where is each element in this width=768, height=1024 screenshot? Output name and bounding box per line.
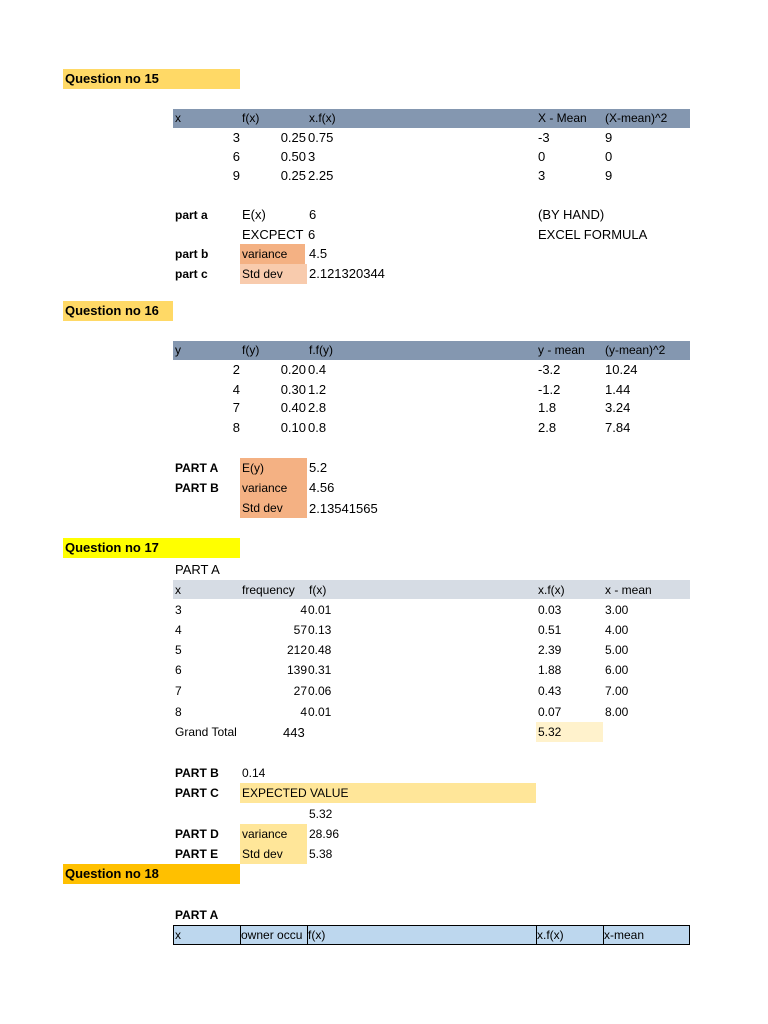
q17-row6-x: 8 (175, 705, 182, 719)
q17-row4-xfx: 1.88 (538, 663, 562, 677)
q15-variance-value: 4.5 (309, 246, 328, 261)
q15-header-dev: X - Mean (538, 111, 587, 125)
q16-row2-y: 4 (232, 382, 240, 397)
q16-variance-value: 4.56 (309, 480, 335, 495)
q17-row2-xfx: 0.51 (538, 623, 562, 637)
q15-row1-xfx: 0.75 (308, 130, 334, 145)
q15-by-hand: (BY HAND) (538, 207, 605, 222)
q17-row3-xfx: 2.39 (538, 643, 562, 657)
q16-header-ffy: f.f(y) (309, 343, 333, 357)
q18-header-x: x (175, 928, 181, 942)
q16-row4-y: 8 (232, 420, 240, 435)
q17-variance-value: 28.96 (309, 827, 340, 841)
q16-row3-fy: 0.40 (280, 400, 306, 415)
q17-part-a-heading: PART A (175, 562, 220, 577)
q15-header-xfx: x.f(x) (309, 111, 336, 125)
q15-std-value: 2.121320344 (309, 266, 385, 281)
q15-expect-value: 6 (308, 227, 316, 242)
q15-ex-label: E(x) (242, 207, 266, 222)
q16-variance-label: variance (240, 478, 307, 498)
q17-header-dev: x - mean (605, 583, 652, 597)
q16-header-fy: f(y) (242, 343, 260, 357)
q18-part-a-label: PART A (175, 908, 219, 922)
q16-row3-sq: 3.24 (605, 400, 631, 415)
q17-row5-x: 7 (175, 684, 182, 698)
q17-header-fx: f(x) (309, 583, 327, 597)
q18-header-xfx: x.f(x) (537, 928, 564, 942)
q16-part-b-label: PART B (175, 481, 219, 495)
q15-row1-x: 3 (232, 130, 240, 145)
q18-title: Question no 18 (63, 864, 240, 884)
q17-row4-dev: 6.00 (605, 663, 629, 677)
q16-row4-sq: 7.84 (605, 420, 631, 435)
q17-row5-xfx: 0.43 (538, 684, 562, 698)
q17-header-xfx: x.f(x) (538, 583, 565, 597)
q17-header-freq: frequency (242, 583, 295, 597)
q15-row2-xfx: 3 (308, 149, 316, 164)
q17-row4-fx: 0.31 (308, 663, 332, 677)
q16-row1-y: 2 (232, 362, 240, 377)
q17-row6-freq: 4 (300, 705, 307, 719)
q17-row4-x: 6 (175, 663, 182, 677)
q15-header-sq: (X-mean)^2 (605, 111, 668, 125)
q15-row1-dev: -3 (538, 130, 550, 145)
q18-header-fx: f(x) (308, 928, 326, 942)
q16-row3-y: 7 (232, 400, 240, 415)
q16-row3-ffy: 2.8 (308, 400, 327, 415)
q15-row1-sq: 9 (605, 130, 613, 145)
q16-std-label: Std dev (240, 498, 307, 518)
q17-variance-label: variance (240, 824, 307, 844)
q15-row2-fx: 0.50 (280, 149, 306, 164)
q17-std-label: Std dev (240, 844, 307, 864)
q15-variance-label: variance (240, 244, 305, 264)
q17-row6-xfx: 0.07 (538, 705, 562, 719)
q16-header-y: y (175, 343, 181, 357)
q16-part-a-label: PART A (175, 461, 219, 475)
q17-row3-x: 5 (175, 643, 182, 657)
q17-row3-fx: 0.48 (308, 643, 332, 657)
q15-row2-sq: 0 (605, 149, 613, 164)
q16-row2-ffy: 1.2 (308, 382, 327, 397)
q15-row3-x: 9 (232, 168, 240, 183)
q15-row3-sq: 9 (605, 168, 613, 183)
q15-row2-x: 6 (232, 149, 240, 164)
q16-ey-value: 5.2 (309, 460, 328, 475)
q17-row5-freq: 27 (293, 684, 307, 698)
q16-row1-dev: -3.2 (538, 362, 561, 377)
q16-row1-fy: 0.20 (280, 362, 306, 377)
q15-header-fx: f(x) (242, 111, 260, 125)
q16-header-dev: y - mean (538, 343, 585, 357)
q17-part-b-label: PART B (175, 766, 219, 780)
q17-part-c-label: PART C (175, 786, 219, 800)
q17-row6-fx: 0.01 (308, 705, 332, 719)
q16-std-value: 2.13541565 (309, 501, 378, 516)
q16-row2-fy: 0.30 (280, 382, 306, 397)
q17-expected-value: 5.32 (309, 807, 333, 821)
q17-grand-total-label: Grand Total (175, 725, 237, 739)
q17-row1-x: 3 (175, 603, 182, 617)
q16-row4-ffy: 0.8 (308, 420, 327, 435)
q17-grand-total-value: 443 (283, 725, 305, 740)
q17-row5-dev: 7.00 (605, 684, 629, 698)
q15-row3-dev: 3 (538, 168, 546, 183)
q17-row4-freq: 139 (286, 663, 307, 677)
q15-excel-formula: EXCEL FORMULA (538, 227, 648, 242)
q16-ey-label: E(y) (240, 458, 307, 478)
q16-row1-ffy: 0.4 (308, 362, 327, 377)
q17-row1-dev: 3.00 (605, 603, 629, 617)
q15-ex-value: 6 (309, 207, 317, 222)
q16-row1-sq: 10.24 (605, 362, 638, 377)
q15-part-b-label: part b (175, 247, 209, 261)
q15-row3-fx: 0.25 (280, 168, 306, 183)
q15-std-label: Std dev (240, 264, 307, 284)
q16-row4-fy: 0.10 (280, 420, 306, 435)
q17-row1-fx: 0.01 (308, 603, 332, 617)
q16-header-sq: (y-mean)^2 (605, 343, 666, 357)
q17-part-b-value: 0.14 (242, 766, 266, 780)
q17-header-x: x (175, 583, 181, 597)
q18-header-dev: x-mean (604, 928, 645, 942)
q17-row2-dev: 4.00 (605, 623, 629, 637)
q17-row1-xfx: 0.03 (538, 603, 562, 617)
q15-header-x: x (175, 111, 181, 125)
q15-part-a-label: part a (175, 208, 208, 222)
q17-part-e-label: PART E (175, 847, 219, 861)
q17-row2-x: 4 (175, 623, 182, 637)
q16-title: Question no 16 (63, 301, 173, 321)
q16-row4-dev: 2.8 (538, 420, 557, 435)
q18-header-owner: owner occu (241, 928, 303, 942)
q16-row3-dev: 1.8 (538, 400, 557, 415)
q17-row1-freq: 4 (300, 603, 307, 617)
q15-title: Question no 15 (63, 69, 240, 89)
q16-row2-dev: -1.2 (538, 382, 561, 397)
q15-row1-fx: 0.25 (280, 130, 306, 145)
q15-part-c-label: part c (175, 267, 208, 281)
q17-std-value: 5.38 (309, 847, 333, 861)
q17-row5-fx: 0.06 (308, 684, 332, 698)
q17-expected-value-label: EXPECTED VALUE (240, 783, 536, 803)
q17-row6-dev: 8.00 (605, 705, 629, 719)
q17-title: Question no 17 (63, 538, 240, 558)
q17-total-xfx: 5.32 (536, 722, 603, 742)
q17-part-d-label: PART D (175, 827, 219, 841)
q17-row2-freq: 57 (293, 623, 307, 637)
q15-expect-label: EXCPECT (242, 227, 304, 242)
q16-row2-sq: 1.44 (605, 382, 631, 397)
q17-row3-freq: 212 (286, 643, 307, 657)
q15-row2-dev: 0 (538, 149, 546, 164)
q17-row3-dev: 5.00 (605, 643, 629, 657)
q17-row2-fx: 0.13 (308, 623, 332, 637)
q15-row3-xfx: 2.25 (308, 168, 334, 183)
